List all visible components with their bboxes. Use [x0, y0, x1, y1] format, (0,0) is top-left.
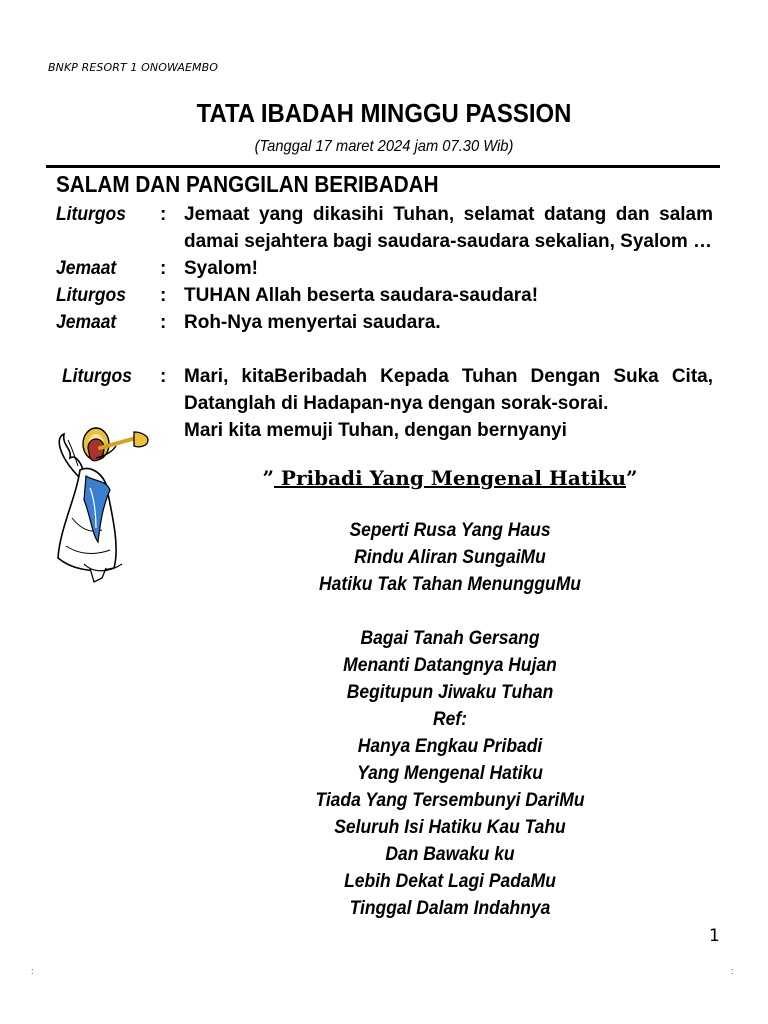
lyric-line: Menanti Datangnya Hujan	[343, 655, 557, 676]
liturgy-role: Jemaat	[56, 258, 117, 279]
lyric-line: Seperti Rusa Yang Haus	[349, 520, 551, 541]
organization-name: BNKP RESORT 1 ONOWAEMBO	[48, 61, 219, 74]
page-title: TATA IBADAH MINGGU PASSION	[196, 98, 572, 128]
angel-trumpet-icon	[50, 418, 152, 588]
page-number: 1	[709, 926, 720, 946]
liturgy-line: Roh-Nya menyertai saudara.	[184, 312, 441, 333]
song-title-text: Pribadi Yang Mengenal Hatiku	[273, 466, 627, 490]
liturgy-role: Liturgos	[62, 366, 132, 387]
close-quote: ”	[626, 466, 638, 490]
liturgy-colon: :	[160, 204, 167, 225]
section-title: SALAM DAN PANGGILAN BERIBADAH	[56, 171, 439, 197]
lyric-line: Tiada Yang Tersembunyi DariMu	[315, 790, 585, 811]
lyric-line: Dan Bawaku ku	[385, 844, 515, 865]
corner-mark: :	[731, 966, 734, 976]
liturgy-role: Liturgos	[56, 204, 126, 225]
song-lyrics	[200, 517, 700, 922]
liturgy-role: Jemaat	[56, 312, 117, 333]
lyric-line: Ref:	[432, 709, 467, 730]
liturgy-line: Mari, kitaBeribadah Kepada Tuhan Dengan Suka Cita,	[184, 366, 713, 387]
liturgy-line: damai sejahtera bagi saudara-saudara sekalian, Syalom …	[184, 231, 713, 252]
lyric-line: Rindu Aliran SungaiMu	[354, 547, 546, 568]
liturgy-text	[184, 255, 713, 282]
service-date: (Tanggal 17 maret 2024 jam 07.30 Wib)	[254, 138, 514, 155]
liturgy-role: Liturgos	[56, 285, 126, 306]
liturgy-text	[184, 282, 713, 309]
open-quote: ”	[262, 466, 274, 490]
liturgy-text	[184, 363, 713, 444]
liturgy-line: Syalom!	[184, 258, 258, 279]
song-title	[0, 466, 768, 490]
title-divider	[46, 165, 720, 168]
lyric-line	[220, 598, 680, 625]
corner-mark: :	[31, 966, 34, 976]
liturgy-colon: :	[160, 312, 167, 333]
lyric-line: Begitupun Jiwaku Tuhan	[346, 682, 554, 703]
liturgy-text	[184, 201, 713, 255]
liturgy-colon: :	[160, 285, 167, 306]
lyric-line: Hatiku Tak Tahan MenungguMu	[319, 574, 581, 595]
lyric-line: Seluruh Isi Hatiku Kau Tahu	[334, 817, 566, 838]
liturgy-text	[184, 309, 713, 336]
lyric-line: Lebih Dekat Lagi PadaMu	[344, 871, 556, 892]
lyric-line: Yang Mengenal Hatiku	[357, 763, 543, 784]
liturgy-line: Mari kita memuji Tuhan, dengan bernyanyi	[184, 420, 567, 441]
liturgy-line: TUHAN Allah beserta saudara-saudara!	[184, 285, 539, 306]
lyric-line: Bagai Tanah Gersang	[360, 628, 540, 649]
liturgy-colon: :	[160, 366, 167, 387]
liturgy-colon: :	[160, 258, 167, 279]
liturgy-line: Datanglah di Hadapan-nya dengan sorak-sorai.	[184, 393, 609, 414]
lyric-line: Hanya Engkau Pribadi	[357, 736, 543, 757]
liturgy-line: Jemaat yang dikasihi Tuhan, selamat datang dan salam	[184, 204, 713, 225]
lyric-line: Tinggal Dalam Indahnya	[349, 898, 551, 919]
